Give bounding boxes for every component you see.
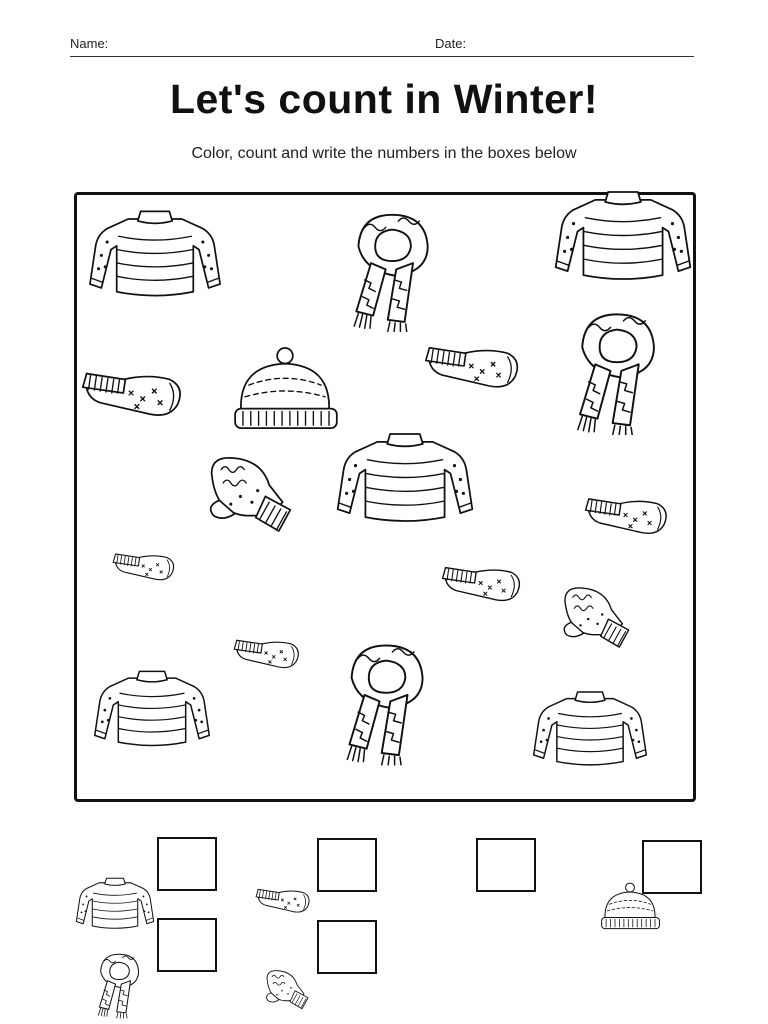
sweater-icon <box>88 207 222 299</box>
sweater-icon <box>532 670 648 786</box>
scarf-key-icon <box>96 950 142 1020</box>
worksheet-instructions: Color, count and write the numbers in the boxes below <box>191 145 577 162</box>
hat-icon <box>229 346 341 434</box>
sock-icon <box>584 480 672 550</box>
name-label: Name: <box>70 36 109 51</box>
answer-box-sock[interactable] <box>317 838 377 892</box>
answer-box-empty[interactable] <box>476 838 536 892</box>
sock-icon <box>80 364 188 422</box>
date-label: Date: <box>435 36 467 51</box>
answer-box-sweater[interactable] <box>157 837 217 891</box>
mitten-icon <box>550 585 642 651</box>
scarf-icon <box>350 210 434 332</box>
sweater-icon <box>90 668 214 748</box>
hat-key-icon <box>598 882 662 932</box>
sweater-key-icon <box>75 876 155 930</box>
sock-icon <box>233 606 303 700</box>
mitten-icon <box>202 450 298 540</box>
sock-key-icon <box>255 880 313 920</box>
scarf-icon <box>562 310 672 435</box>
sweater-icon <box>335 430 475 524</box>
sock-icon <box>441 545 525 621</box>
scarf-icon <box>343 638 429 768</box>
mitten-key-icon <box>262 962 312 1018</box>
name-date-line <box>70 34 694 57</box>
sock-icon <box>112 518 178 614</box>
sock-icon <box>424 334 524 398</box>
sweater-icon <box>553 188 693 282</box>
worksheet-title: Let's count in Winter! <box>169 76 599 122</box>
answer-box-mitten[interactable] <box>317 920 377 974</box>
answer-box-scarf[interactable] <box>157 918 217 972</box>
